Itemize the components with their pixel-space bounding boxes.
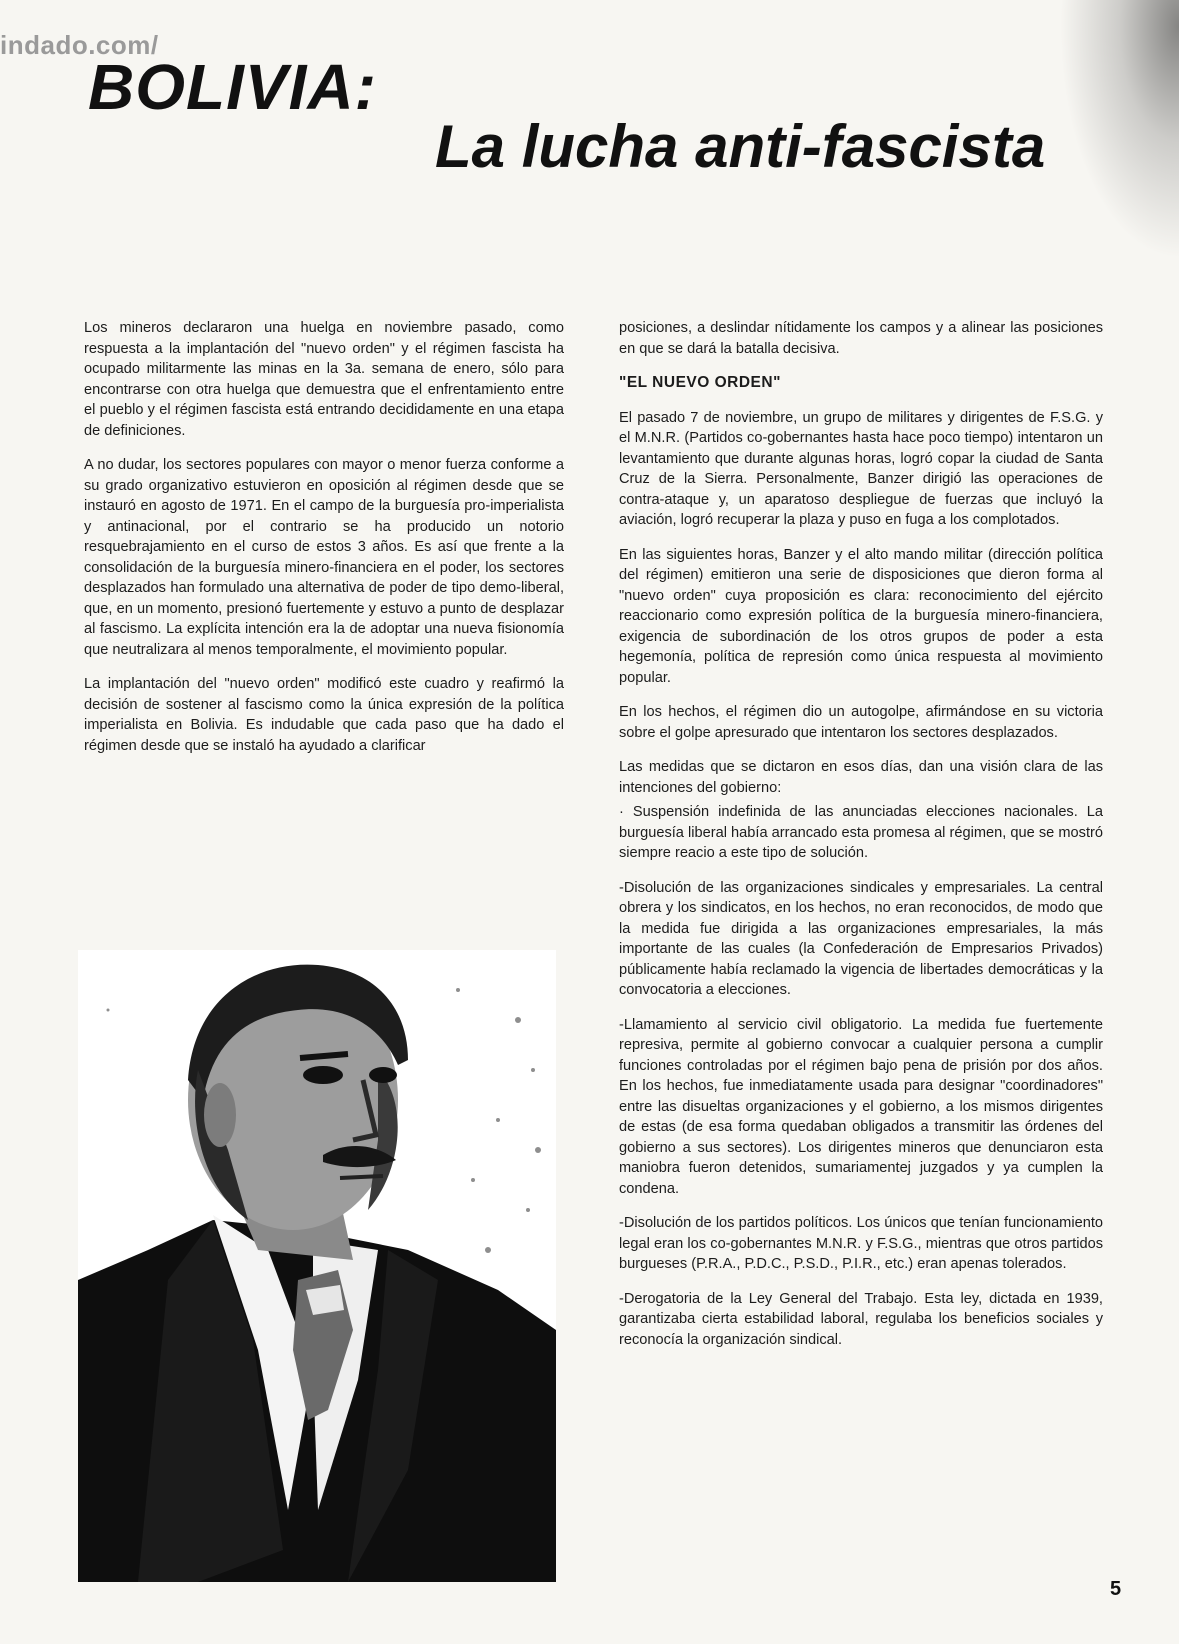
left-column	[84, 318, 564, 770]
page-number: 5	[1110, 1578, 1122, 1600]
paragraph: posiciones, a deslindar nítidamente los campos y a alinear las posiciones en que se dará la batalla decisiva.	[619, 320, 1103, 357]
paragraph: En los hechos, el régimen dio un autogolpe, afirmándose en su victoria sobre el golpe apresurado que intentaron los sectores desplazados.	[619, 704, 1103, 741]
list-item: -Disolución de los partidos políticos. Los únicos que tenían funcionamiento legal eran los co-gobernantes M.N.R. y F.S.G., mientras que otros partidos burgueses (P.R.A., P.D.C., P.S.D., P.I.R., etc.) eran apenas tolerados.	[619, 1215, 1103, 1272]
portrait-image	[78, 950, 556, 1582]
paragraph: La implantación del "nuevo orden" modificó este cuadro y reafirmó la decisión de sostener al fascismo como la única expresión de la política imperialista en Bolivia. Es indudable que cada paso que ha dado el régimen desde que se instaló ha ayudado a clarificar	[84, 676, 564, 754]
paragraph: A no dudar, los sectores populares con mayor o menor fuerza conforme a su grado organizativo estuvieron en oposición al régimen desde que se instauró en agosto de 1971. En el campo de la burguesía pro-imperialista y antinacional, por el contrario se ha producido un notorio resquebrajamiento en el curso de estos 3 años. Es así que frente a la consolidación de la burguesía minero-financiera en el poder, los sectores desplazados han formulado una alternativa de poder de tipo demo-liberal, que, en un momento, presionó fuertemente y estuvo a punto de desplazar al fascismo. La explícita intención era la de adoptar una nueva fisionomía que neutralizara al menos temporalmente, el movimiento popular.	[84, 457, 564, 658]
watermark: indado.com/	[0, 30, 159, 60]
list-item: · Suspensión indefinida de las anunciadas elecciones nacionales. La burguesía liberal había arrancado esta promesa al régimen, que se mostró siempre reacio a este tipo de solución.	[619, 804, 1103, 861]
paragraph: Los mineros declararon una huelga en noviembre pasado, como respuesta a la implantación del "nuevo orden" y el régimen fascista ha ocupado militarmente las minas en la 3a. semana de enero, sólo para encontrarse con otra huelga que demuestra que el enfrentamiento entre el pueblo y el régimen fascista está entrando decididamente en una etapa de definiciones.	[84, 320, 564, 439]
portrait-photo	[78, 950, 556, 1582]
article-title: BOLIVIA:	[88, 51, 377, 123]
list-item: -Llamamiento al servicio civil obligatorio. La medida fue fuertemente represiva, permite al gobierno convocar a cualquier persona a cumplir funciones controladas por el régimen bajo pena de prisión por dos años. En los hechos, fue inmediatamente usada para designar "coordinadores" entre las disueltas organizaciones y el gobierno, a los mismos dirigentes de estas (de esa forma quedaban obligados a transmitir las órdenes del gobierno a sus sectores). Los dirigentes mineros que denunciaron esta maniobra fueron detenidos, sumariamentej juzgados y ya cumplen la condena.	[619, 1016, 1103, 1197]
list-item: -Derogatoria de la Ley General del Trabajo. Esta ley, dictada en 1939, garantizaba cierta estabilidad laboral, regulaba los beneficios sociales y reconocía la organización sindical.	[619, 1290, 1103, 1348]
scan-edge-shadow	[1059, 0, 1179, 260]
paragraph: Las medidas que se dictaron en esos días, dan una visión clara de las intenciones del gobierno:	[619, 759, 1103, 796]
article-subtitle: La lucha anti-fascista	[435, 113, 1046, 180]
list-item: -Disolución de las organizaciones sindicales y empresariales. La central obrera y los sindicatos, en los hechos, no eran reconocidos, de modo que la medida fue dirigida a las organizaciones empresariales, la más importante de las cuales (la Confederación de Empresarios Privados) públicamente había reclamado la vigencia de libertades democráticas y la convocatoria a elecciones.	[619, 879, 1103, 998]
right-column	[619, 318, 1103, 1364]
section-heading: "EL NUEVO ORDEN"	[619, 374, 781, 391]
paragraph: En las siguientes horas, Banzer y el alto mando militar (dirección política del régimen) emitieron una serie de disposiciones que dieron forma al "nuevo orden" cuya proposición es clara: reconocimiento del ejército reaccionario como expresión política de la burguesía minero-financiera, exigencia de subordinación de los otros grupos de poder a esta hegemonía, política de represión como única respuesta al movimiento popular.	[619, 546, 1103, 686]
paragraph: El pasado 7 de noviembre, un grupo de militares y dirigentes de F.S.G. y el M.N.R. (Partidos co-gobernantes hasta hace poco tiempo) intentaron un levantamiento que durante algunas horas, logró copar la ciudad de Santa Cruz de la Sierra. Personalmente, Banzer dirigió las operaciones de contra-ataque y, un aparatoso despliegue de fuerzas que incluyó la aviación, logró recuperar la plaza y puso en fuga a los complotados.	[619, 409, 1103, 528]
